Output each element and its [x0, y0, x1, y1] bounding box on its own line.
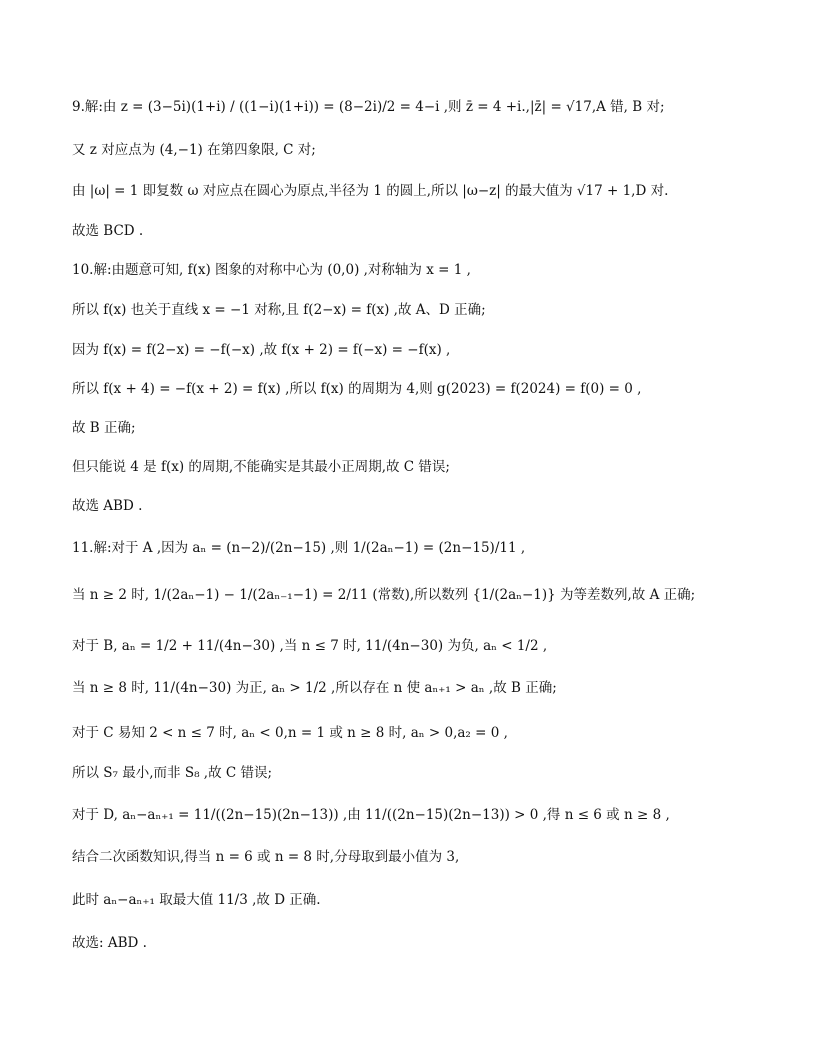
solution-11-line-7: 对于 D, aₙ−aₙ₊₁ = 11/((2n−15)(2n−13)) ,由 11/((2n−15)(2n−13)) > 0 ,得 n ≤ 6 或 n ≥ 8 ,: [72, 807, 670, 823]
solution-10-line-1: 10.解:由题意可知, f(x) 图象的对称中心为 (0,0) ,对称轴为 x = 1 ,: [72, 262, 471, 278]
solution-10-line-4: 所以 f(x + 4) = −f(x + 2) = f(x) ,所以 f(x) 的周期为 4,则 g(2023) = f(2024) = f(0) = 0 ,: [72, 381, 642, 397]
solution-9-line-2: 又 z 对应点为 (4,−1) 在第四象限, C 对;: [72, 142, 316, 158]
solution-10-answer: 故选 ABD .: [72, 498, 143, 514]
solution-10-line-3: 因为 f(x) = f(2−x) = −f(−x) ,故 f(x + 2) = f(−x) = −f(x) ,: [72, 342, 451, 358]
solution-9-line-1: 9.解:由 z = (3−5i)(1+i) / ((1−i)(1+i)) = (8−2i)/2 = 4−i ,则 z̄ = 4 +i.,|z̄| = √17,A 错, B 对;: [72, 99, 665, 115]
solution-11-line-2: 当 n ≥ 2 时, 1/(2aₙ−1) − 1/(2aₙ₋₁−1) = 2/11 (常数),所以数列 {1/(2aₙ−1)} 为等差数列,故 A 正确;: [72, 587, 696, 603]
solution-9-answer: 故选 BCD .: [72, 223, 144, 239]
solution-11-line-9: 此时 aₙ−aₙ₊₁ 取最大值 11/3 ,故 D 正确.: [72, 892, 321, 908]
solution-9-line-3: 由 |ω| = 1 即复数 ω 对应点在圆心为原点,半径为 1 的圆上,所以 |ω−z| 的最大值为 √17 + 1,D 对.: [72, 183, 669, 199]
solution-11-line-6: 所以 S₇ 最小,而非 S₈ ,故 C 错误;: [72, 765, 273, 781]
solution-10-line-6: 但只能说 4 是 f(x) 的周期,不能确实是其最小正周期,故 C 错误;: [72, 459, 450, 475]
solution-11-line-8: 结合二次函数知识,得当 n = 6 或 n = 8 时,分母取到最小值为 3,: [72, 849, 460, 865]
solution-11-line-5: 对于 C 易知 2 < n ≤ 7 时, aₙ < 0,n = 1 或 n ≥ 8 时, aₙ > 0,a₂ = 0 ,: [72, 725, 508, 741]
solution-10-line-2: 所以 f(x) 也关于直线 x = −1 对称,且 f(2−x) = f(x) ,故 A、D 正确;: [72, 302, 486, 318]
solution-11-line-1: 11.解:对于 A ,因为 aₙ = (n−2)/(2n−15) ,则 1/(2aₙ−1) = (2n−15)/11 ,: [72, 540, 526, 556]
solution-11-line-3: 对于 B, aₙ = 1/2 + 11/(4n−30) ,当 n ≤ 7 时, 11/(4n−30) 为负, aₙ < 1/2 ,: [72, 638, 548, 654]
solution-10-line-5: 故 B 正确;: [72, 420, 136, 436]
solution-11-answer: 故选: ABD .: [72, 935, 147, 951]
solution-11-line-4: 当 n ≥ 8 时, 11/(4n−30) 为正, aₙ > 1/2 ,所以存在 n 使 aₙ₊₁ > aₙ ,故 B 正确;: [72, 680, 557, 696]
